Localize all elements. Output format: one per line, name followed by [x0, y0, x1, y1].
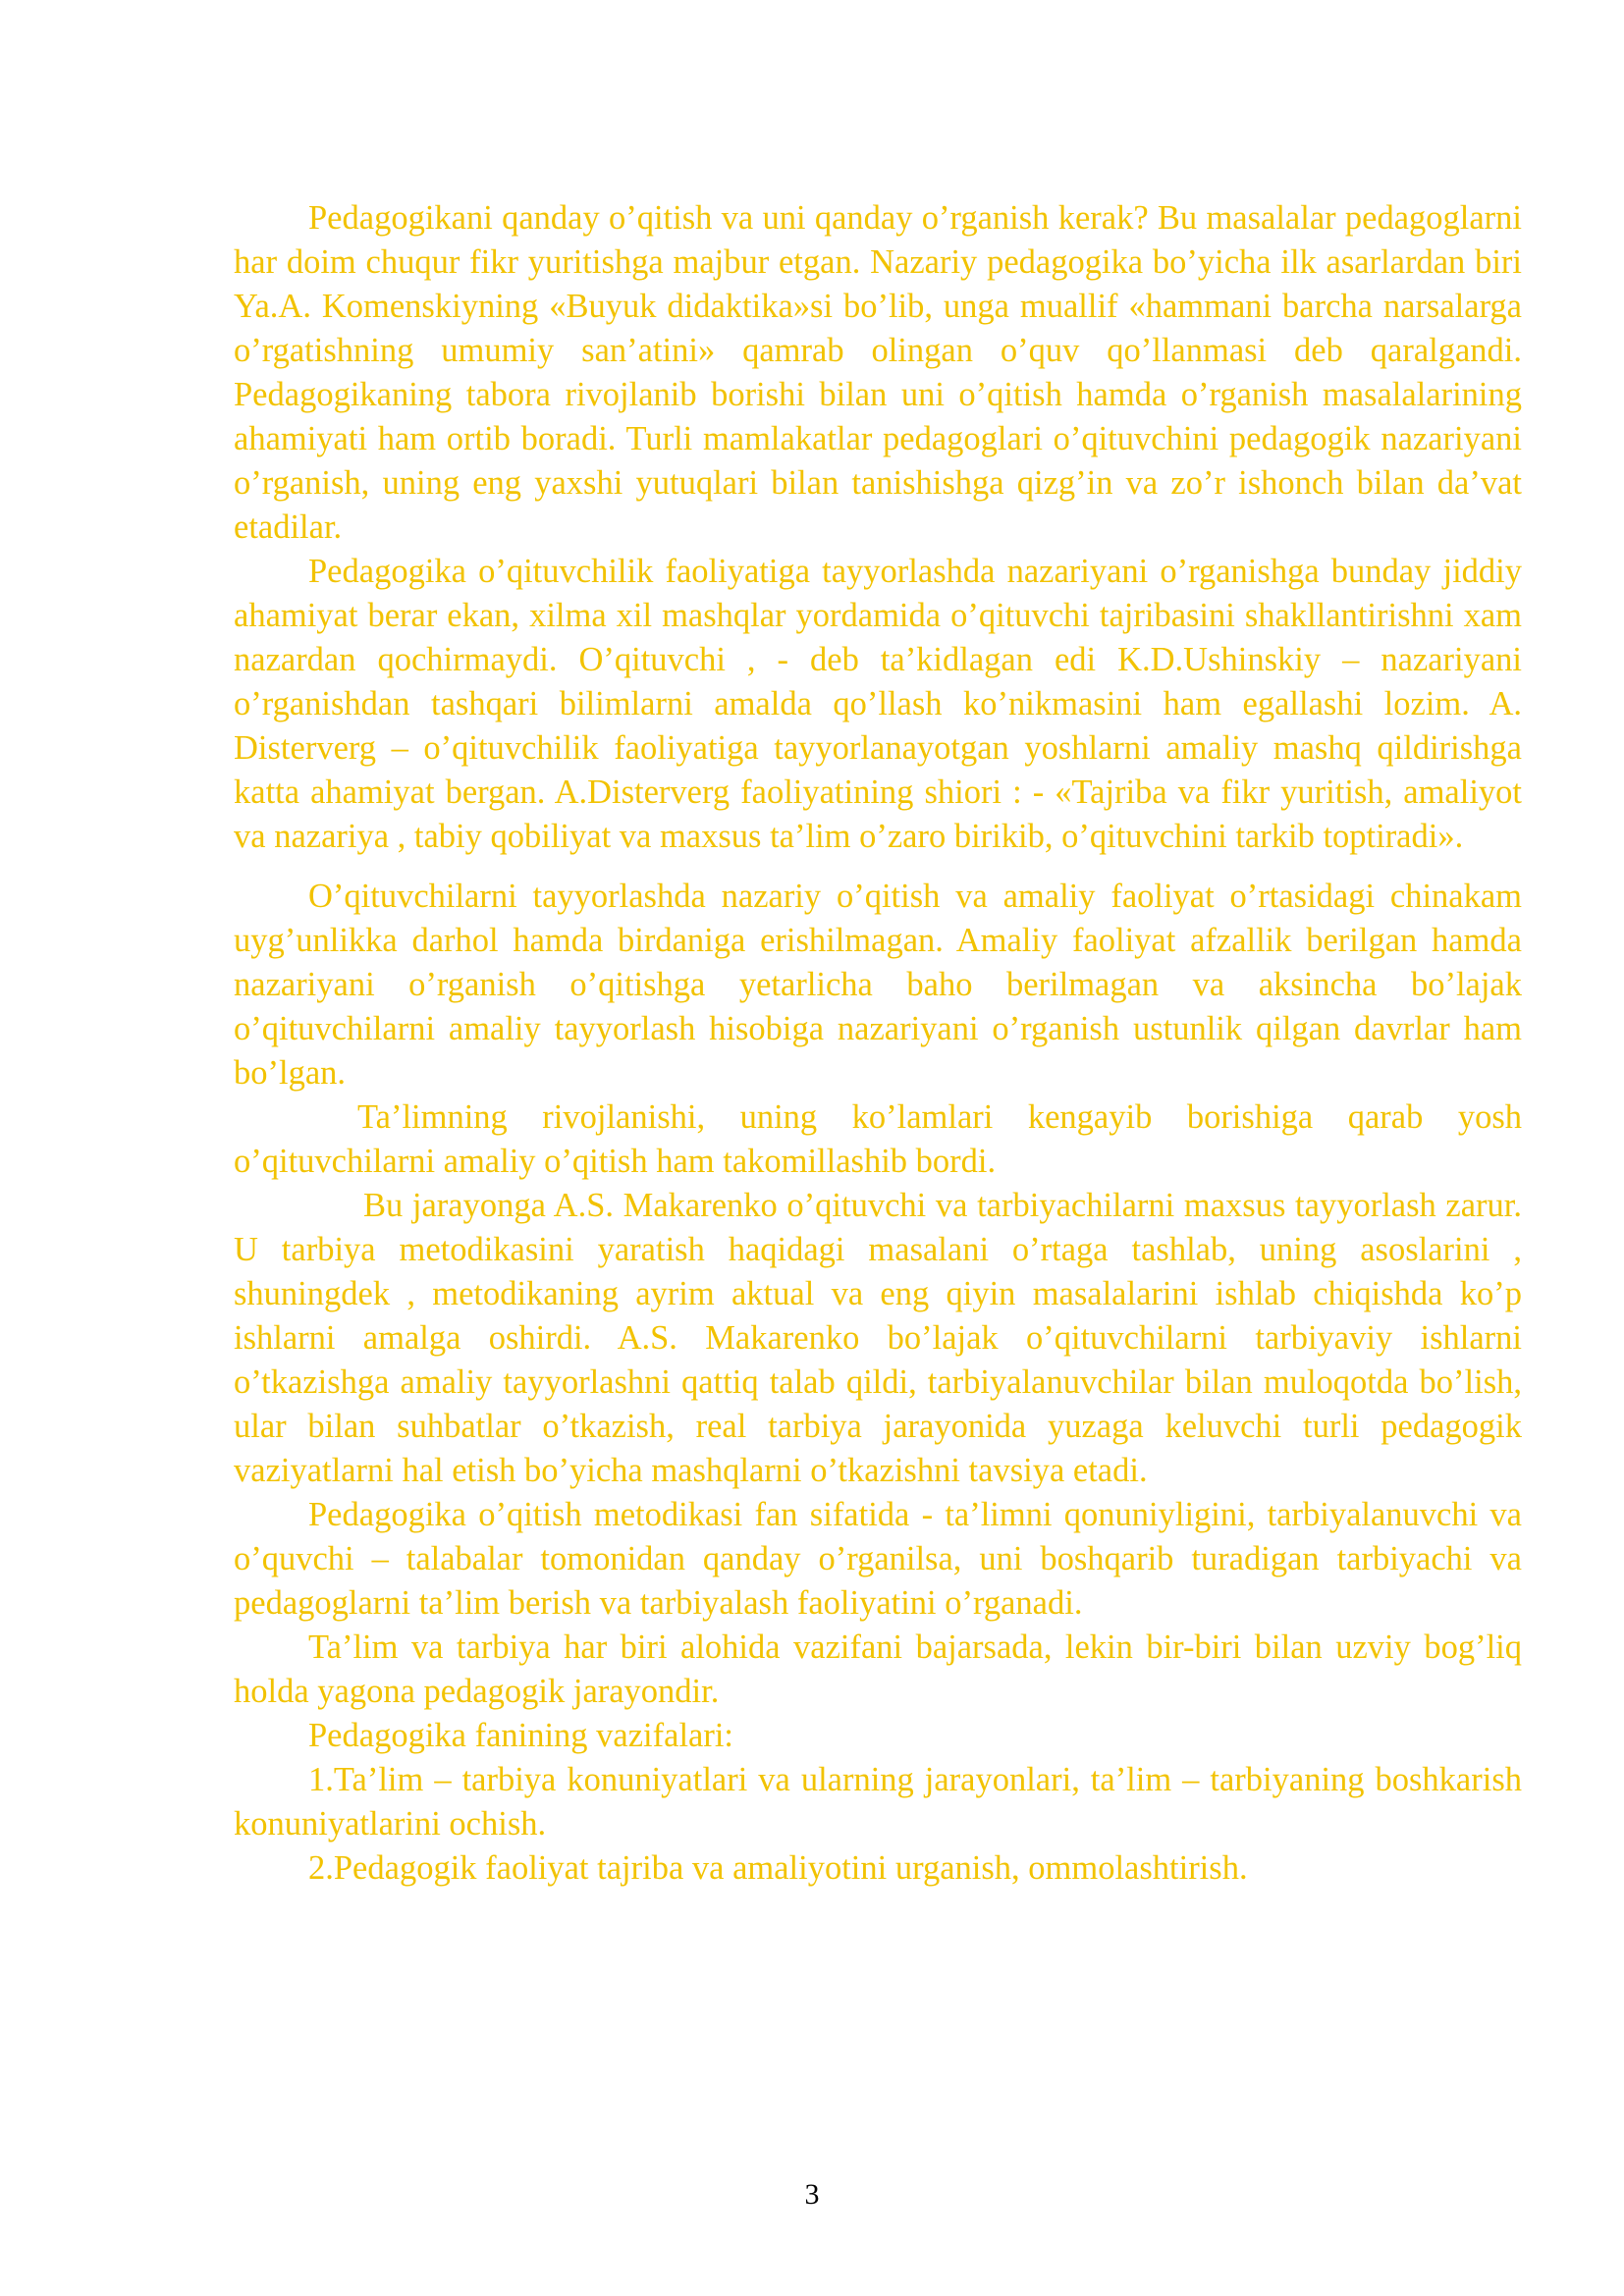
paragraph-6: Pedagogika o’qitish metodikasi fan sifatida - ta’limni qonuniyligini, tarbiyalanuvchi va o’quvchi – talabalar tomonidan qanday o’rganilsa, uni boshqarib turadigan tarbiyachi va pedagoglarni ta’lim berish va tarbiyalash faoliyatini o’rganadi. — [234, 1496, 1522, 1622]
document-body — [234, 196, 1522, 1891]
paragraph-5: Bu jarayonga A.S. Makarenko o’qituvchi va tarbiyachilarni maxsus tayyorlash zarur. U tarbiya metodikasini yaratish haqidagi masalani o’rtaga tashlab, uning asoslarini , shuningdek , metodikaning ayrim aktual va eng qiyin masalalarini ishlab chiqishda ko’p ishlarni amalga oshirdi. A.S. Makarenko bo’lajak o’qituvchilarni tarbiyaviy ishlarni o’tkazishga amaliy tayyorlashni qattiq talab qildi, tarbiyalanuvchilar bilan muloqotda bo’lish, ular bilan suhbatlar o’tkazish, real tarbiya jarayonida yuzaga keluvchi turli pedagogik vaziyatlarni hal etish bo’yicha mashqlarni o’tkazishni tavsiya etadi. — [234, 1187, 1522, 1489]
paragraph-7: Ta’lim va tarbiya har biri alohida vazifani bajarsada, lekin bir-biri bilan uzviy bog’liq holda yagona pedagogik jarayondir. — [234, 1629, 1522, 1710]
paragraph-2: Pedagogika o’qituvchilik faoliyatiga tayyorlashda nazariyani o’rganishga bunday jiddiy ahamiyat berar ekan, xilma xil mashqlar yordamida o’qituvchi tajribasini shakllantirishni xam nazardan qochirmaydi. O’qituvchi , - deb ta’kidlagan edi K.D.Ushinskiy – nazariyani o’rganishdan tashqari bilimlarni amalda qo’llash ko’nikmasini ham egallashi lozim. A. Disterverg – o’qituvchilik faoliyatiga tayyorlanayotgan yoshlarni amaliy mashq qildirishga katta ahamiyat bergan. A.Disterverg faoliyatining shiori : - «Tajriba va fikr yuritish, amaliyot va nazariya , tabiy qobiliyat va maxsus ta’lim o’zaro birikib, o’qituvchini tarkib toptiradi». — [234, 553, 1522, 855]
paragraph-3: O’qituvchilarni tayyorlashda nazariy o’qitish va amaliy faoliyat o’rtasidagi chinakam uyg’unlikka darhol hamda birdaniga erishilmagan. Amaliy faoliyat afzallik berilgan hamda nazariyani o’rganish o’qitishga yetarlicha baho berilmagan va aksincha bo’lajak o’qituvchilarni amaliy tayyorlash hisobiga nazariyani o’rganish ustunlik qilgan davrlar ham bo’lgan. — [234, 878, 1522, 1092]
paragraph-8: Pedagogika fanining vazifalari: — [308, 1717, 734, 1754]
paragraph-4: Ta’limning rivojlanishi, uning ko’lamlari kengayib borishiga qarab yosh o’qituvchilarni amaliy o’qitish ham takomillashib bordi. — [234, 1098, 1522, 1180]
paragraph-1: Pedagogikani qanday o’qitish va uni qanday o’rganish kerak? Bu masalalar pedagoglarni har doim chuqur fikr yuritishga majbur etgan. Nazariy pedagogika bo’yicha ilk asarlardan biri Ya.A. Komenskiyning «Buyuk didaktika»si bo’lib, unga muallif «hammani barcha narsalarga o’rgatishning umumiy san’atini» qamrab olingan o’quv qo’llanmasi deb qaralgandi. Pedagogikaning tabora rivojlanib borishi bilan uni o’qitish hamda o’rganish masalalarining ahamiyati ham ortib boradi. Turli mamlakatlar pedagoglari o’qituvchini pedagogik nazariyani o’rganish, uning eng yaxshi yutuqlari bilan tanishishga qizg’in va zo’r ishonch bilan da’vat etadilar. — [234, 199, 1522, 546]
page-number: 3 — [804, 2178, 820, 2211]
paragraph-10: 2.Pedagogik faoliyat tajriba va amaliyotini urganish, ommolashtirish. — [308, 1849, 1248, 1887]
paragraph-9: 1.Ta’lim – tarbiya konuniyatlari va ularning jarayonlari, ta’lim – tarbiyaning boshkarish konuniyatlarini ochish. — [234, 1761, 1522, 1842]
